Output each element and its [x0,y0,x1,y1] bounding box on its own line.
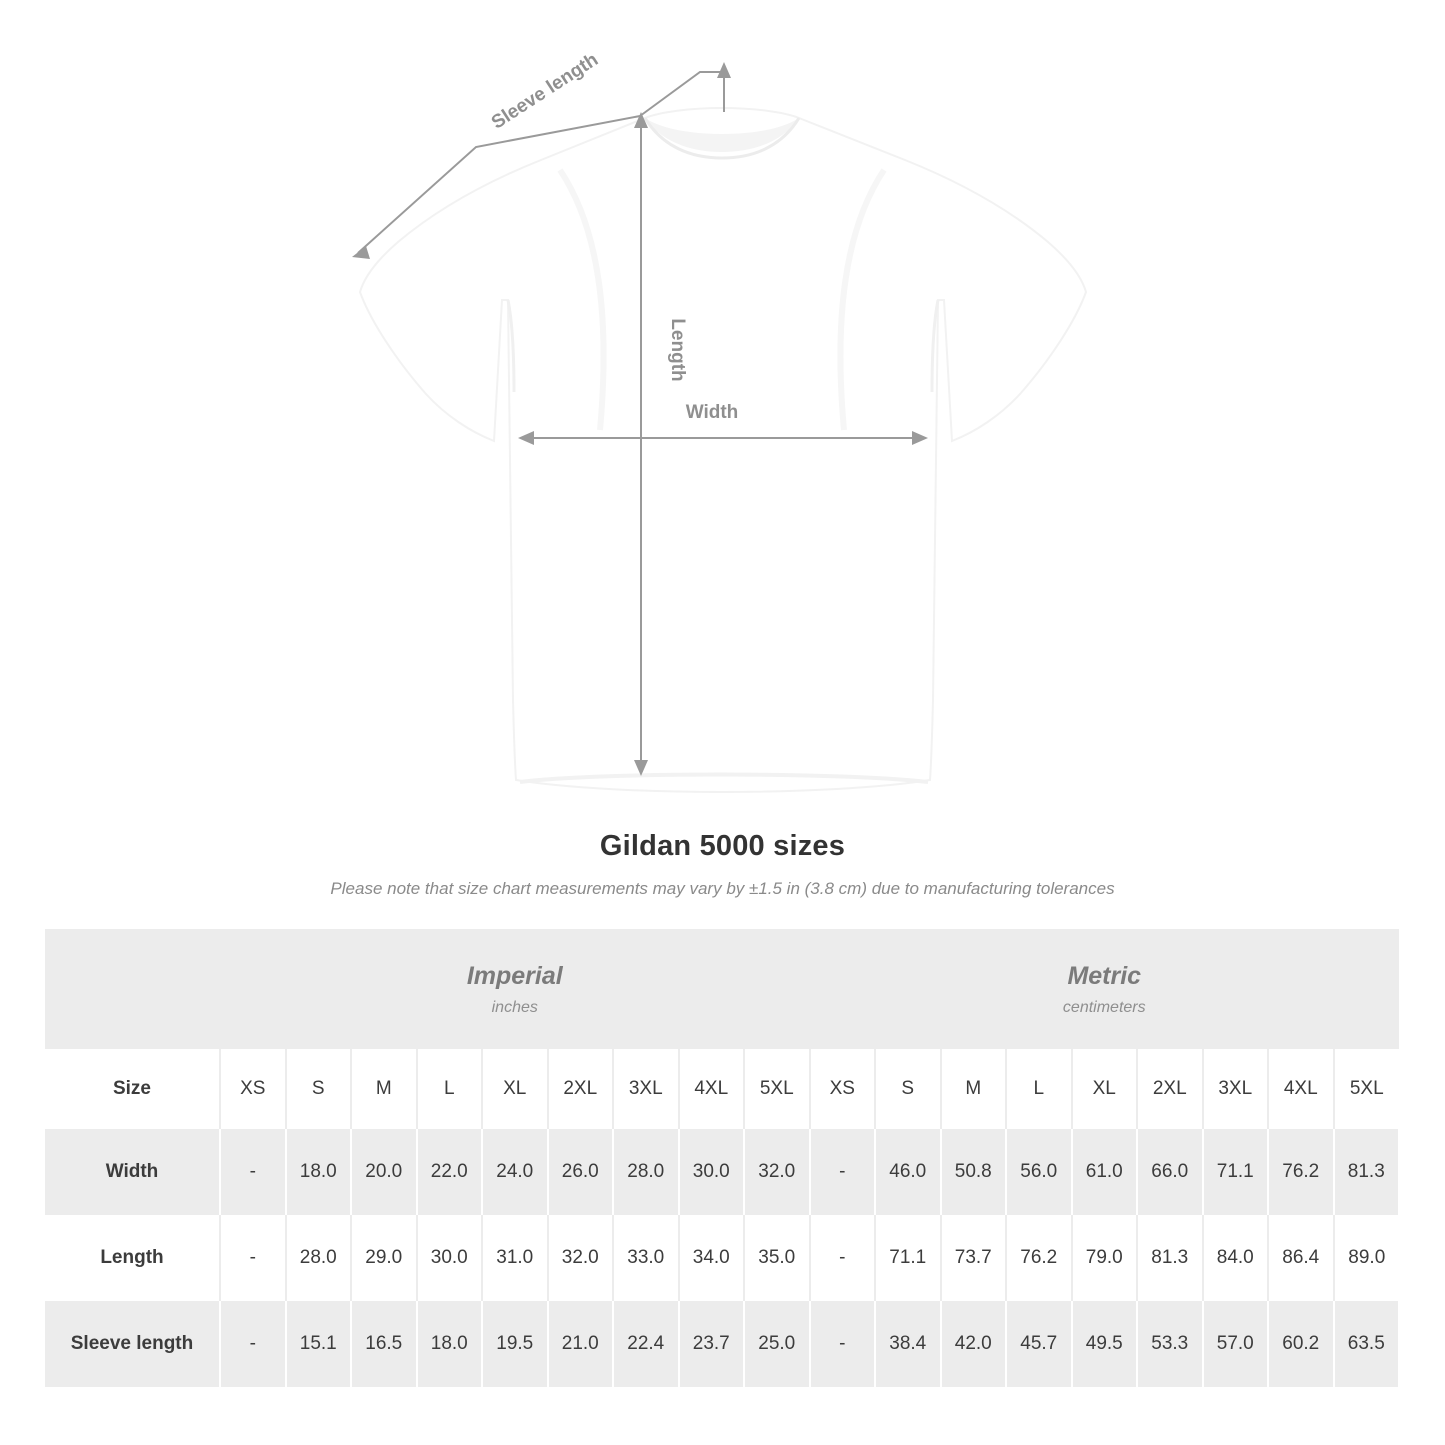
cell-length-metric-3xl: 84.0 [1203,1215,1269,1301]
chart-title: Gildan 5000 sizes [599,830,846,862]
cell-length-imperial-4xl: 34.0 [679,1215,745,1301]
unit-group-imperial [220,929,810,1049]
row-label-length: Length [45,1215,220,1301]
unit-group-spacer [45,929,220,1049]
cell-width-metric-m: 50.8 [941,1129,1007,1215]
cell-length-imperial-m: 29.0 [351,1215,417,1301]
header-size-metric-xl: XL [1072,1049,1138,1129]
cell-length-metric-2xl: 81.3 [1137,1215,1203,1301]
cell-sleeve-imperial-l: 18.0 [417,1301,483,1387]
size-table-wrapper [45,929,1400,1387]
header-size-imperial-m: M [351,1049,417,1129]
cell-width-imperial-4xl: 30.0 [679,1129,745,1215]
header-size-metric-l: L [1006,1049,1072,1129]
header-size-imperial-xs: XS [220,1049,286,1129]
tshirt-shape [360,108,1086,792]
unit-group-imperial-subtitle: inches [491,998,538,1016]
cell-length-imperial-s: 28.0 [286,1215,352,1301]
unit-group-metric-subtitle: centimeters [1062,998,1146,1016]
header-size-metric-3xl: 3XL [1203,1049,1269,1129]
cell-length-metric-xl: 79.0 [1072,1215,1138,1301]
cell-length-imperial-2xl: 32.0 [548,1215,614,1301]
sleeve-length-label: Sleeve length [487,49,603,134]
cell-sleeve-imperial-4xl: 23.7 [679,1301,745,1387]
cell-sleeve-imperial-m: 16.5 [351,1301,417,1387]
header-size-metric-m: M [941,1049,1007,1129]
cell-sleeve-imperial-5xl: 25.0 [744,1301,810,1387]
cell-sleeve-imperial-3xl: 22.4 [613,1301,679,1387]
size-header-row [45,1049,1399,1129]
cell-sleeve-metric-m: 42.0 [941,1301,1007,1387]
cell-sleeve-imperial-xl: 19.5 [482,1301,548,1387]
cell-length-metric-s: 71.1 [875,1215,941,1301]
cell-width-metric-l: 56.0 [1006,1129,1072,1215]
cell-sleeve-imperial-xs: - [220,1301,286,1387]
cell-width-imperial-2xl: 26.0 [548,1129,614,1215]
cell-sleeve-metric-4xl: 60.2 [1268,1301,1334,1387]
unit-group-imperial-title: Imperial [466,962,563,991]
cell-length-imperial-5xl: 35.0 [744,1215,810,1301]
cell-length-metric-m: 73.7 [941,1215,1007,1301]
cell-sleeve-imperial-2xl: 21.0 [548,1301,614,1387]
unit-group-metric-title: Metric [1067,962,1142,991]
header-size-metric-5xl: 5XL [1334,1049,1400,1129]
cell-width-metric-2xl: 66.0 [1137,1129,1203,1215]
header-size-imperial-s: S [286,1049,352,1129]
header-size-imperial-2xl: 2XL [548,1049,614,1129]
cell-width-metric-5xl: 81.3 [1334,1129,1400,1215]
header-size-imperial-5xl: 5XL [744,1049,810,1129]
header-size-imperial-3xl: 3XL [613,1049,679,1129]
cell-length-imperial-xs: - [220,1215,286,1301]
cell-width-imperial-xs: - [220,1129,286,1215]
cell-length-metric-xs: - [810,1215,876,1301]
chart-note: Please note that size chart measurements may vary by ±1.5 in (3.8 cm) due to manufacturing tolerances [330,879,1115,898]
cell-width-imperial-l: 22.0 [417,1129,483,1215]
table-row [45,1129,1399,1215]
cell-width-metric-3xl: 71.1 [1203,1129,1269,1215]
header-size-metric-xs: XS [810,1049,876,1129]
cell-sleeve-metric-s: 38.4 [875,1301,941,1387]
cell-length-metric-5xl: 89.0 [1334,1215,1400,1301]
length-label: Length [667,318,688,382]
header-size-imperial-4xl: 4XL [679,1049,745,1129]
cell-sleeve-metric-3xl: 57.0 [1203,1301,1269,1387]
cell-width-imperial-m: 20.0 [351,1129,417,1215]
unit-group-metric [810,929,1400,1049]
header-size-imperial-l: L [417,1049,483,1129]
cell-length-imperial-xl: 31.0 [482,1215,548,1301]
cell-width-metric-xl: 61.0 [1072,1129,1138,1215]
cell-sleeve-metric-xl: 49.5 [1072,1301,1138,1387]
header-size-label: Size [45,1049,220,1129]
cell-width-imperial-3xl: 28.0 [613,1129,679,1215]
cell-length-imperial-l: 30.0 [417,1215,483,1301]
table-row [45,1301,1399,1387]
header-size-metric-s: S [875,1049,941,1129]
cell-length-imperial-3xl: 33.0 [613,1215,679,1301]
cell-width-imperial-xl: 24.0 [482,1129,548,1215]
cell-sleeve-metric-xs: - [810,1301,876,1387]
row-label-sleeve-length: Sleeve length [45,1301,220,1387]
cell-width-imperial-5xl: 32.0 [744,1129,810,1215]
cell-width-imperial-s: 18.0 [286,1129,352,1215]
cell-sleeve-metric-2xl: 53.3 [1137,1301,1203,1387]
width-label: Width [685,402,739,423]
cell-sleeve-metric-5xl: 63.5 [1334,1301,1400,1387]
header-size-metric-2xl: 2XL [1137,1049,1203,1129]
table-row [45,1215,1399,1301]
cell-length-metric-4xl: 86.4 [1268,1215,1334,1301]
cell-sleeve-imperial-s: 15.1 [286,1301,352,1387]
unit-group-row [45,929,1399,1049]
cell-length-metric-l: 76.2 [1006,1215,1072,1301]
size-table [45,929,1400,1387]
header-size-metric-4xl: 4XL [1268,1049,1334,1129]
cell-width-metric-4xl: 76.2 [1268,1129,1334,1215]
cell-width-metric-s: 46.0 [875,1129,941,1215]
header-size-imperial-xl: XL [482,1049,548,1129]
cell-width-metric-xs: - [810,1129,876,1215]
cell-sleeve-metric-l: 45.7 [1006,1301,1072,1387]
row-label-width: Width [45,1129,220,1215]
